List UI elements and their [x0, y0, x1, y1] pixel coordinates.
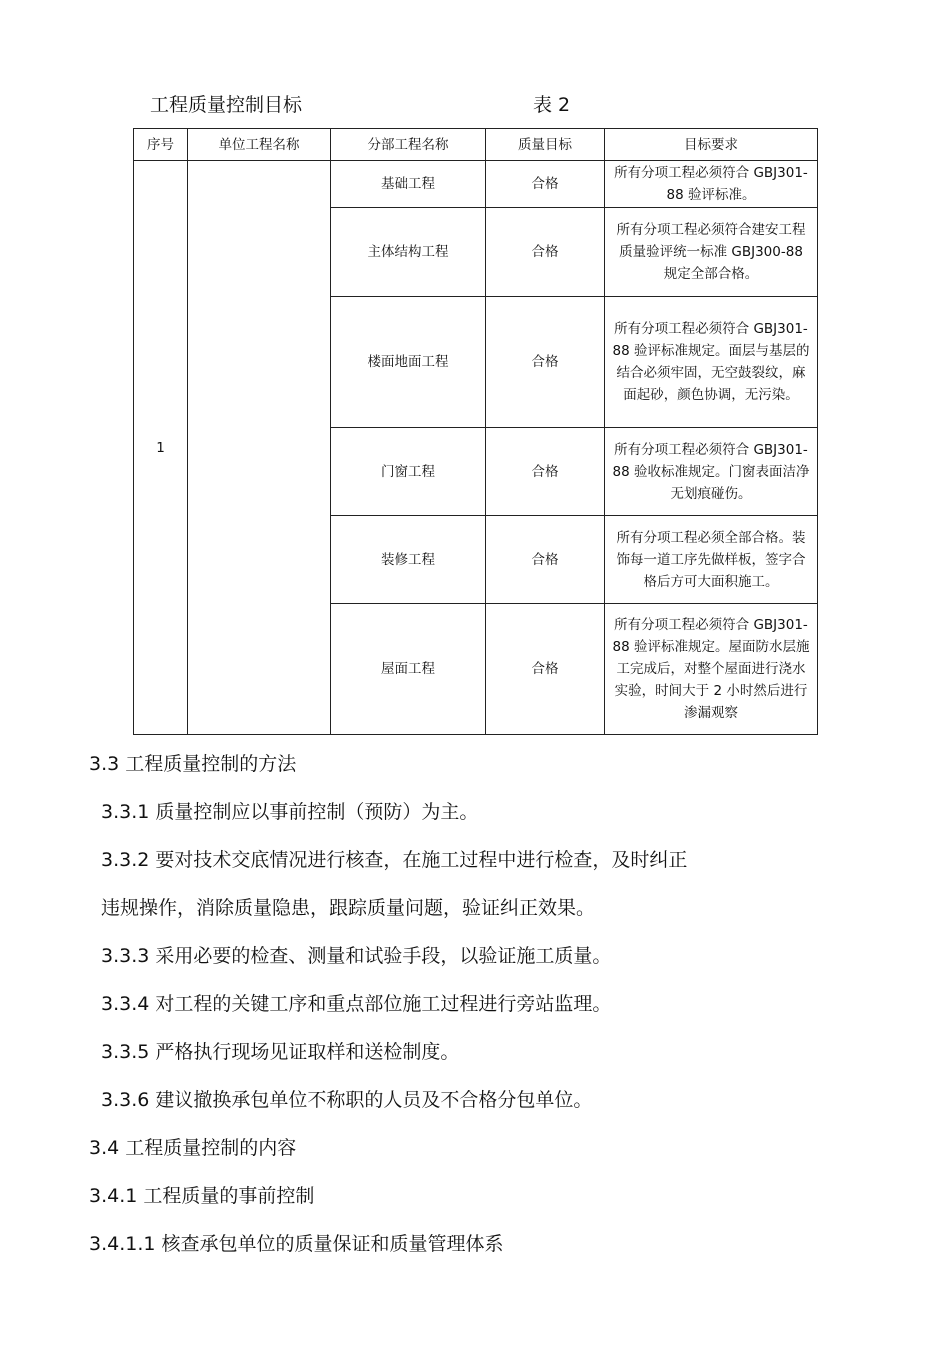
quality-target-table	[133, 128, 818, 735]
header-sub-name: 分部工程名称	[331, 129, 486, 161]
table-header-row	[134, 129, 818, 161]
target-cell: 合格	[486, 297, 605, 428]
table-caption-title: 工程质量控制目标	[150, 94, 303, 116]
requirement-cell: 所有分项工程必须符合 GBJ301-88 验收标准规定。门窗表面洁净无划痕碰伤。	[605, 428, 818, 516]
target-cell: 合格	[486, 516, 605, 604]
requirement-cell: 所有分项工程必须全部合格。装饰每一道工序先做样板，签字合格后方可大面积施工。	[605, 516, 818, 604]
requirement-cell: 所有分项工程必须符合 GBJ301-88 验评标准规定。屋面防水层施工完成后，对整个屋面进行浇水实验，时间大于 2 小时然后进行渗漏观察	[605, 604, 818, 735]
requirement-cell: 所有分项工程必须符合 GBJ301-88 验评标准。	[605, 161, 818, 208]
sub-name-cell: 主体结构工程	[331, 208, 486, 297]
paragraph-3-3-2-continued: 违规操作，消除质量隐患，跟踪质量问题，验证纠正效果。	[101, 897, 596, 919]
sub-name-cell: 装修工程	[331, 516, 486, 604]
section-heading-3-4-1: 3.4.1 工程质量的事前控制	[89, 1185, 315, 1207]
header-unit-name: 单位工程名称	[188, 129, 331, 161]
paragraph-3-3-3: 3.3.3 采用必要的检查、测量和试验手段，以验证施工质量。	[101, 945, 612, 967]
requirement-cell: 所有分项工程必须符合 GBJ301-88 验评标准规定。面层与基层的结合必须牢固，无空鼓裂纹，麻面起砂，颜色协调，无污染。	[605, 297, 818, 428]
sub-name-cell: 门窗工程	[331, 428, 486, 516]
section-heading-3-4: 3.4 工程质量控制的内容	[89, 1137, 297, 1159]
paragraph-3-3-1: 3.3.1 质量控制应以事前控制（预防）为主。	[101, 801, 479, 823]
paragraph-3-3-5: 3.3.5 严格执行现场见证取样和送检制度。	[101, 1041, 460, 1063]
unit-name-cell	[188, 161, 331, 735]
paragraph-3-3-2: 3.3.2 要对技术交底情况进行核查，在施工过程中进行检查，及时纠正	[101, 849, 688, 871]
target-cell: 合格	[486, 604, 605, 735]
paragraph-3-3-6: 3.3.6 建议撤换承包单位不称职的人员及不合格分包单位。	[101, 1089, 593, 1111]
paragraph-3-3-4: 3.3.4 对工程的关键工序和重点部位施工过程进行旁站监理。	[101, 993, 612, 1015]
sub-name-cell: 屋面工程	[331, 604, 486, 735]
table-row	[134, 161, 818, 208]
target-cell: 合格	[486, 208, 605, 297]
section-heading-3-4-1-1: 3.4.1.1 核查承包单位的质量保证和质量管理体系	[89, 1233, 504, 1255]
seq-cell: 1	[134, 161, 188, 735]
target-cell: 合格	[486, 428, 605, 516]
header-seq: 序号	[134, 129, 188, 161]
target-cell: 合格	[486, 161, 605, 208]
sub-name-cell: 基础工程	[331, 161, 486, 208]
header-quality-target: 质量目标	[486, 129, 605, 161]
sub-name-cell: 楼面地面工程	[331, 297, 486, 428]
header-requirement: 目标要求	[605, 129, 818, 161]
requirement-cell: 所有分项工程必须符合建安工程质量验评统一标准 GBJ300-88 规定全部合格。	[605, 208, 818, 297]
section-heading-3-3: 3.3 工程质量控制的方法	[89, 753, 297, 775]
table-caption-number: 表 2	[533, 94, 571, 116]
